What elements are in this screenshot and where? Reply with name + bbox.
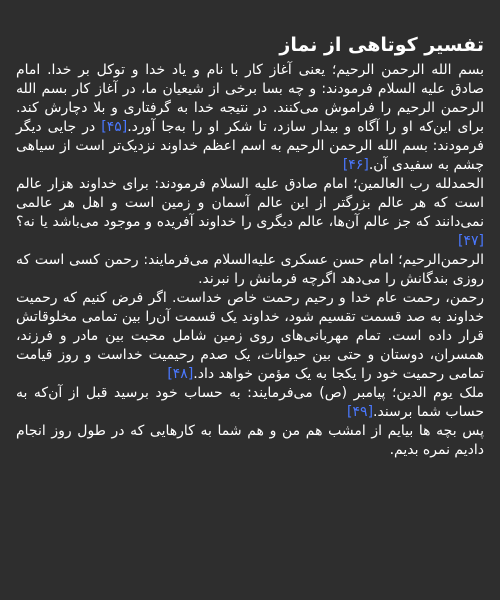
- footnote-reference-link[interactable]: [۴۵]: [101, 119, 128, 135]
- paragraph-text: پس بچه ها بیایم از امشب هم من و هم شما به کارهایی که در طول روز انجام دادیم نمره بدیم.: [16, 423, 484, 458]
- paragraph: [16, 61, 484, 175]
- footnote-reference-link[interactable]: [۴۶]: [342, 157, 369, 173]
- paragraph: [16, 289, 484, 384]
- paragraph: [16, 384, 484, 422]
- paragraph: [16, 175, 484, 251]
- paragraph-text: در جایی دیگر فرمودند: بسم الله الرحمن الرحیم به اسم اعظم خداوند نزدیک‌تر است از سیاهی چشم به سفیدی آن.: [16, 119, 484, 173]
- footnote-reference-link[interactable]: [۴۸]: [167, 366, 194, 382]
- paragraph: [16, 422, 484, 460]
- paragraph: [16, 251, 484, 289]
- footnote-reference-link[interactable]: [۴۷]: [458, 233, 484, 249]
- article-body: [16, 61, 484, 460]
- paragraph-text: بسم الله الرحمن الرحیم؛ یعنی آغاز کار با نام و یاد خدا و توکل بر خدا. امام صادق علیه السلام فرمودند: و چه بسا برخی از شیعیان ما، در آغاز کار بسم الله الرحمن الرحیم را فراموش می‌کنند. در نتیجه خدا به گرفتاری و بلا دچارش کند. برای این‌که او را آگاه و بیدار سازد، تا شکر او را به‌جا آورد.: [16, 62, 484, 135]
- paragraph-text: ملک یوم الدین؛ پیامبر (ص) می‌فرمایند: به حساب خود برسید قبل از آن‌که به حساب شما برسند.: [16, 385, 484, 420]
- paragraph-text: رحمن، رحمت عام خدا و رحیم رحمت خاص خداست. اگر فرض کنیم که رحمیت خداوند به صد قسمت تقسیم شود، خداوند یک قسمت آن‌را بین تمامی مخلوقاتش قرار داده است. تمام مهربانی‌های روی زمین شامل محبت بین مادر و فرزند، همسران، دوستان و حتی بین حیوانات، یک صدم رحیمیت خداست و روز قیامت تمامی رحمیت خود را یکجا به یک مؤمن خواهد داد.: [16, 290, 484, 382]
- paragraph-text: الحمدلله رب العالمین؛ امام صادق علیه السلام فرمودند: برای خداوند هزار عالم است که هر عالم بزرگتر از این عالم آسمان و زمین است و اهل هر عالمی نمی‌دانند که جز عالم آن‌ها، عالم دیگری را خداوند آفریده و موجود می‌باشد یا نه؟: [16, 176, 484, 230]
- article-title: تفسیر کوتاهی از نماز: [279, 34, 484, 56]
- footnote-reference-link[interactable]: [۴۹]: [347, 404, 374, 420]
- paragraph-text: الرحمن‌الرحیم؛ امام حسن عسکری علیه‌السلام می‌فرمایند: رحمن کسی است که روزی بندگانش را می‌دهد اگرچه فرمانش را نبرند.: [16, 252, 484, 287]
